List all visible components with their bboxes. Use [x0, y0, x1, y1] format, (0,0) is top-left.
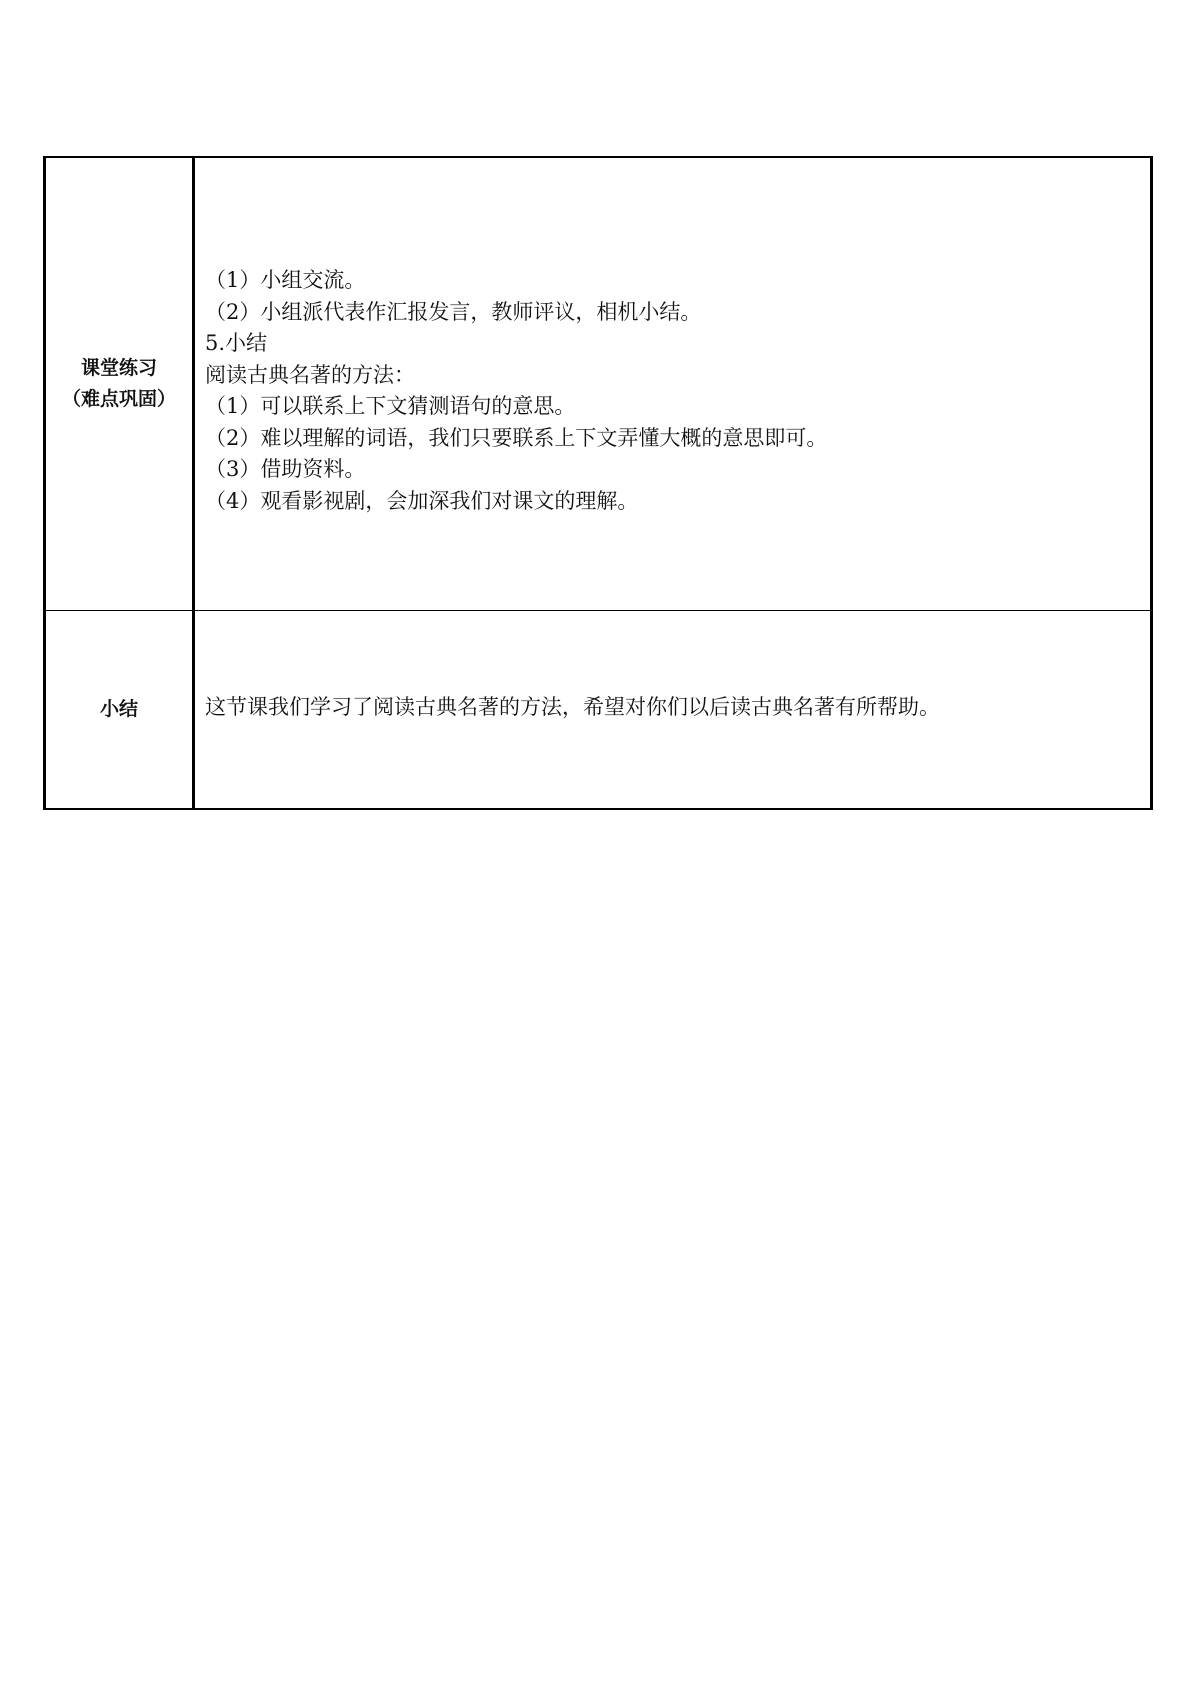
content-line: （2）小组派代表作汇报发言，教师评议，相机小结。: [205, 299, 702, 324]
summary-content: [205, 692, 1140, 728]
content-line: （1）小组交流。: [205, 268, 366, 292]
content-line: 这节课我们学习了阅读古典名著的方法，希望对你们以后读古典名著有所帮助。: [205, 694, 940, 719]
content-line: 阅读古典名著的方法：: [205, 362, 415, 387]
row-label: 小结: [99, 698, 138, 720]
content-line: （1）可以联系上下文猜测语句的意思。: [205, 394, 576, 418]
row-label-cell: [45, 611, 194, 810]
row-sublabel: （难点巩固）: [61, 388, 176, 410]
table-row: [45, 611, 1152, 810]
content-line: 5.小结: [205, 331, 268, 355]
table-row: [45, 157, 1152, 611]
practice-content: [205, 251, 1140, 517]
content-line: （2）难以理解的词语，我们只要联系上下文弄懂大概的意思即可。: [205, 425, 828, 450]
lesson-plan-table: [43, 156, 1153, 810]
content-line: （3）借助资料。: [205, 457, 366, 481]
row-label: 课堂练习: [80, 357, 157, 379]
row-content-cell: [194, 157, 1152, 611]
row-label-cell: [45, 157, 194, 611]
row-content-cell: [194, 611, 1152, 810]
content-line: （4）观看影视剧，会加深我们对课文的理解。: [205, 488, 639, 513]
